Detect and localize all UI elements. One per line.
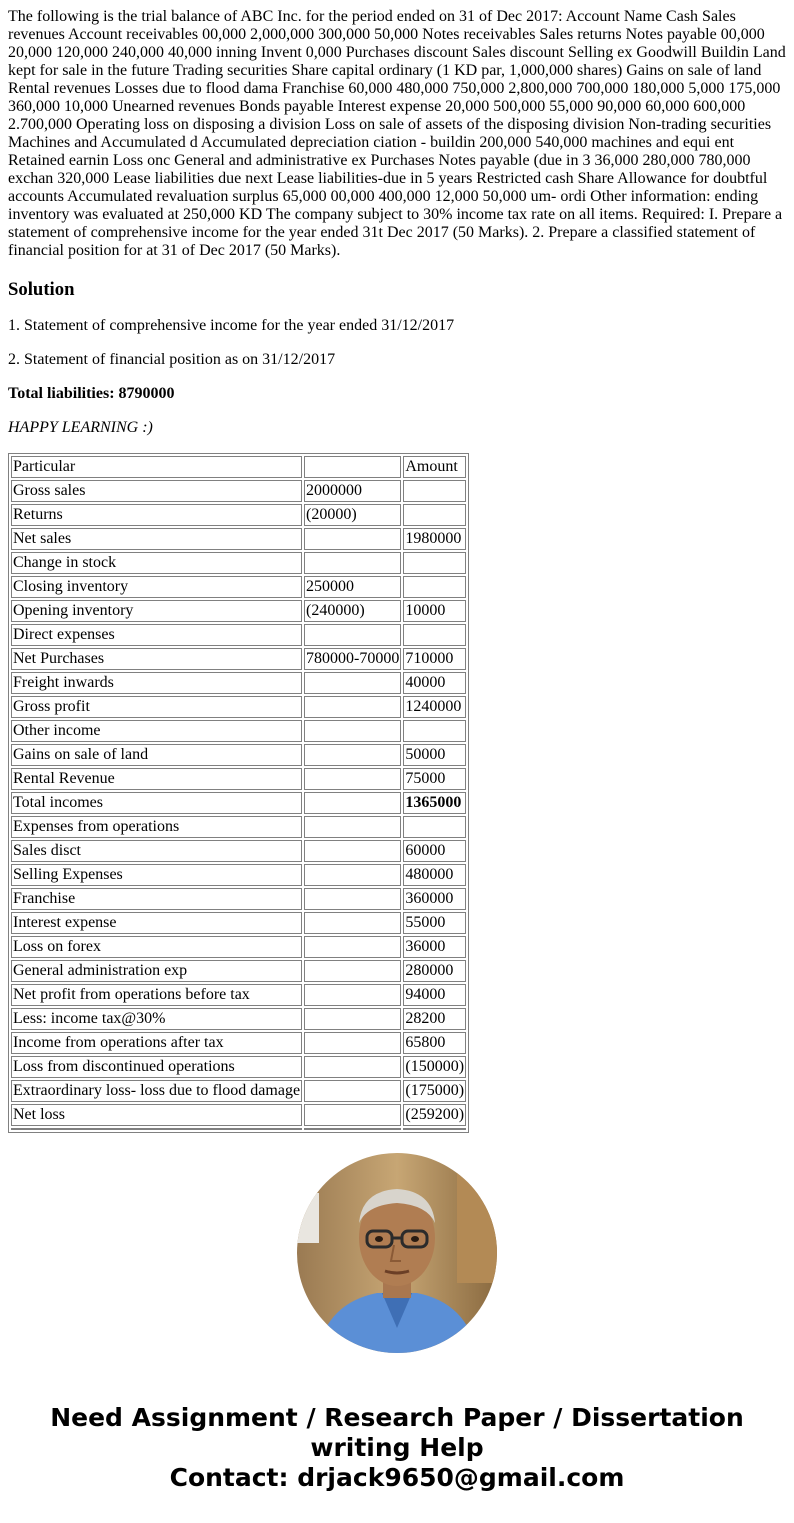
table-row [11,816,466,838]
table-row [11,552,466,574]
cell-sub-amount [304,816,401,838]
cell-particular: Net profit from operations before tax [11,984,302,1006]
table-row [11,624,466,646]
table-row [11,480,466,502]
table-row [11,600,466,622]
cell-sub-amount [304,552,401,574]
cell-amount [403,480,466,502]
footer-line-2: writing Help [310,1433,484,1462]
cell-particular: Returns [11,504,302,526]
cell-amount: 50000 [403,744,466,766]
cell-particular: Change in stock [11,552,302,574]
cell-sub-amount [304,1008,401,1030]
cell-sub-amount [304,672,401,694]
footer-contact: Contact: drjack9650@gmail.com [169,1463,625,1492]
cell-sub-amount [304,528,401,550]
avatar [297,1153,497,1353]
table-row [11,696,466,718]
statement-position-title: 2. Statement of financial position as on 31/12/2017 [8,351,336,368]
cell-amount: Amount [403,456,466,478]
cell-particular: General administration exp [11,960,302,982]
cell-sub-amount: 2000000 [304,480,401,502]
cell-particular: Gains on sale of land [11,744,302,766]
cell-amount: 1240000 [403,696,466,718]
cell-amount: 94000 [403,984,466,1006]
table-header-row [11,456,466,478]
cell-amount: 480000 [403,864,466,886]
table-row [11,720,466,742]
cell-particular: Franchise [11,888,302,910]
cell-amount: 280000 [403,960,466,982]
cell-particular: Rental Revenue [11,768,302,790]
solution-heading: Solution [8,279,75,300]
cell-particular: Loss on forex [11,936,302,958]
cell-sub-amount: (20000) [304,504,401,526]
total-liabilities: Total liabilities: 8790000 [8,385,175,402]
table-row [11,960,466,982]
table-row [11,576,466,598]
cell-particular: Net sales [11,528,302,550]
cell-empty [403,1128,466,1130]
table-row [11,768,466,790]
cell-particular: Less: income tax@30% [11,1008,302,1030]
table-row [11,1056,466,1078]
cell-amount: 55000 [403,912,466,934]
cell-amount: 28200 [403,1008,466,1030]
cell-sub-amount [304,960,401,982]
table-row [11,984,466,1006]
table-row-empty [11,1128,466,1130]
cell-amount: 36000 [403,936,466,958]
table-row [11,528,466,550]
cell-sub-amount [304,1080,401,1102]
cell-particular: Particular [11,456,302,478]
cell-sub-amount: (240000) [304,600,401,622]
cell-particular: Expenses from operations [11,816,302,838]
table-row [11,744,466,766]
cell-sub-amount [304,1056,401,1078]
table-row [11,840,466,862]
cell-amount: 710000 [403,648,466,670]
table-row [11,1032,466,1054]
table-row [11,672,466,694]
table-row [11,1008,466,1030]
cell-amount: (175000) [403,1080,466,1102]
question-text: The following is the trial balance of ABC Inc. for the period ended on 31 of Dec 2017: Account Name Cash Sales revenues Account receivables 00,000 2,000,000 300,000 50,000 Notes receivables Sales returns Notes payable 00,000 20,000 120,000 240,000 40,000 inning Invent 0,000 Purchases discount Sales discount Selling ex Goodwill Buildin Land kept for sale in the future Trading securities Share capital ordinary (1 KD par, 1,000,000 shares) Gains on sale of land Rental revenues Losses due to flood dama Franchise 60,000 480,000 750,000 2,800,000 700,000 180,000 5,000 175,000 360,000 10,000 Unearned revenues Bonds payable Interest expense 20,000 500,000 55,000 90,000 60,000 600,000 2.700,000 Operating loss on disposing a division Loss on sale of assets of the disposing division Non-trading securities Machines and Accumulated d Accumulated depreciation ciation - buildin 200,000 540,000 machines and equi ent Retained earnin Loss onc General and administrative ex Purchases Notes payable (due in 3 36,000 280,000 780,000 exchan 320,000 Lease liabilities due next Lease liabilities-due in 5 years Restricted cash Share Allowance for doubtful accounts Accumulated revaluation surplus 65,000 00,000 400,000 12,000 50,000 um- ordi Other information: ending inventory was evaluated at 250,000 KD The company subject to 30% income tax rate on all items. Required: I. Prepare a statement of comprehensive income for the year ended 31t Dec 2017 (50 Marks). 2. Prepare a classified statement of financial position for at 31 of Dec 2017 (50 Marks). [8,8,786,259]
table-row [11,888,466,910]
cell-particular: Gross sales [11,480,302,502]
cell-particular: Gross profit [11,696,302,718]
cell-sub-amount [304,792,401,814]
cell-particular: Opening inventory [11,600,302,622]
sign-off: HAPPY LEARNING :) [8,419,153,436]
cell-particular: Direct expenses [11,624,302,646]
cell-sub-amount [304,720,401,742]
cell-particular: Interest expense [11,912,302,934]
income-statement-table [8,453,469,1133]
cell-sub-amount [304,456,401,478]
cell-particular: Total incomes [11,792,302,814]
cell-amount [403,576,466,598]
cell-amount: (259200) [403,1104,466,1126]
cell-sub-amount [304,696,401,718]
cell-amount [403,624,466,646]
cell-sub-amount: 780000-70000 [304,648,401,670]
cell-sub-amount: 250000 [304,576,401,598]
table-row [11,648,466,670]
cell-sub-amount [304,912,401,934]
cell-amount: 1365000 [403,792,466,814]
cell-amount: 60000 [403,840,466,862]
cell-amount: 40000 [403,672,466,694]
cell-sub-amount [304,1032,401,1054]
footer-line-1: Need Assignment / Research Paper / Dissertation [50,1403,744,1432]
cell-particular: Net loss [11,1104,302,1126]
cell-sub-amount [304,768,401,790]
cell-sub-amount [304,624,401,646]
cell-empty [304,1128,401,1130]
table-row [11,1104,466,1126]
cell-amount: 360000 [403,888,466,910]
footer-promo [0,1403,794,1493]
cell-amount [403,720,466,742]
cell-sub-amount [304,936,401,958]
cell-amount [403,552,466,574]
cell-particular: Extraordinary loss- loss due to flood damage [11,1080,302,1102]
cell-sub-amount [304,864,401,886]
cell-amount: 1980000 [403,528,466,550]
cell-particular: Closing inventory [11,576,302,598]
cell-amount [403,816,466,838]
table-row [11,792,466,814]
cell-amount: 10000 [403,600,466,622]
cell-particular: Income from operations after tax [11,1032,302,1054]
cell-sub-amount [304,984,401,1006]
cell-amount: 65800 [403,1032,466,1054]
cell-sub-amount [304,840,401,862]
cell-particular: Sales disct [11,840,302,862]
cell-amount: 75000 [403,768,466,790]
cell-particular: Other income [11,720,302,742]
table-row [11,504,466,526]
cell-particular: Loss from discontinued operations [11,1056,302,1078]
table-row [11,936,466,958]
cell-sub-amount [304,888,401,910]
cell-particular: Freight inwards [11,672,302,694]
person-photo [297,1153,497,1353]
cell-sub-amount [304,744,401,766]
cell-sub-amount [304,1104,401,1126]
table-row [11,1080,466,1102]
cell-particular: Net Purchases [11,648,302,670]
cell-empty [11,1128,302,1130]
table-row [11,864,466,886]
cell-amount [403,504,466,526]
statement-income-title: 1. Statement of comprehensive income for the year ended 31/12/2017 [8,317,455,334]
cell-amount: (150000) [403,1056,466,1078]
cell-particular: Selling Expenses [11,864,302,886]
table-row [11,912,466,934]
